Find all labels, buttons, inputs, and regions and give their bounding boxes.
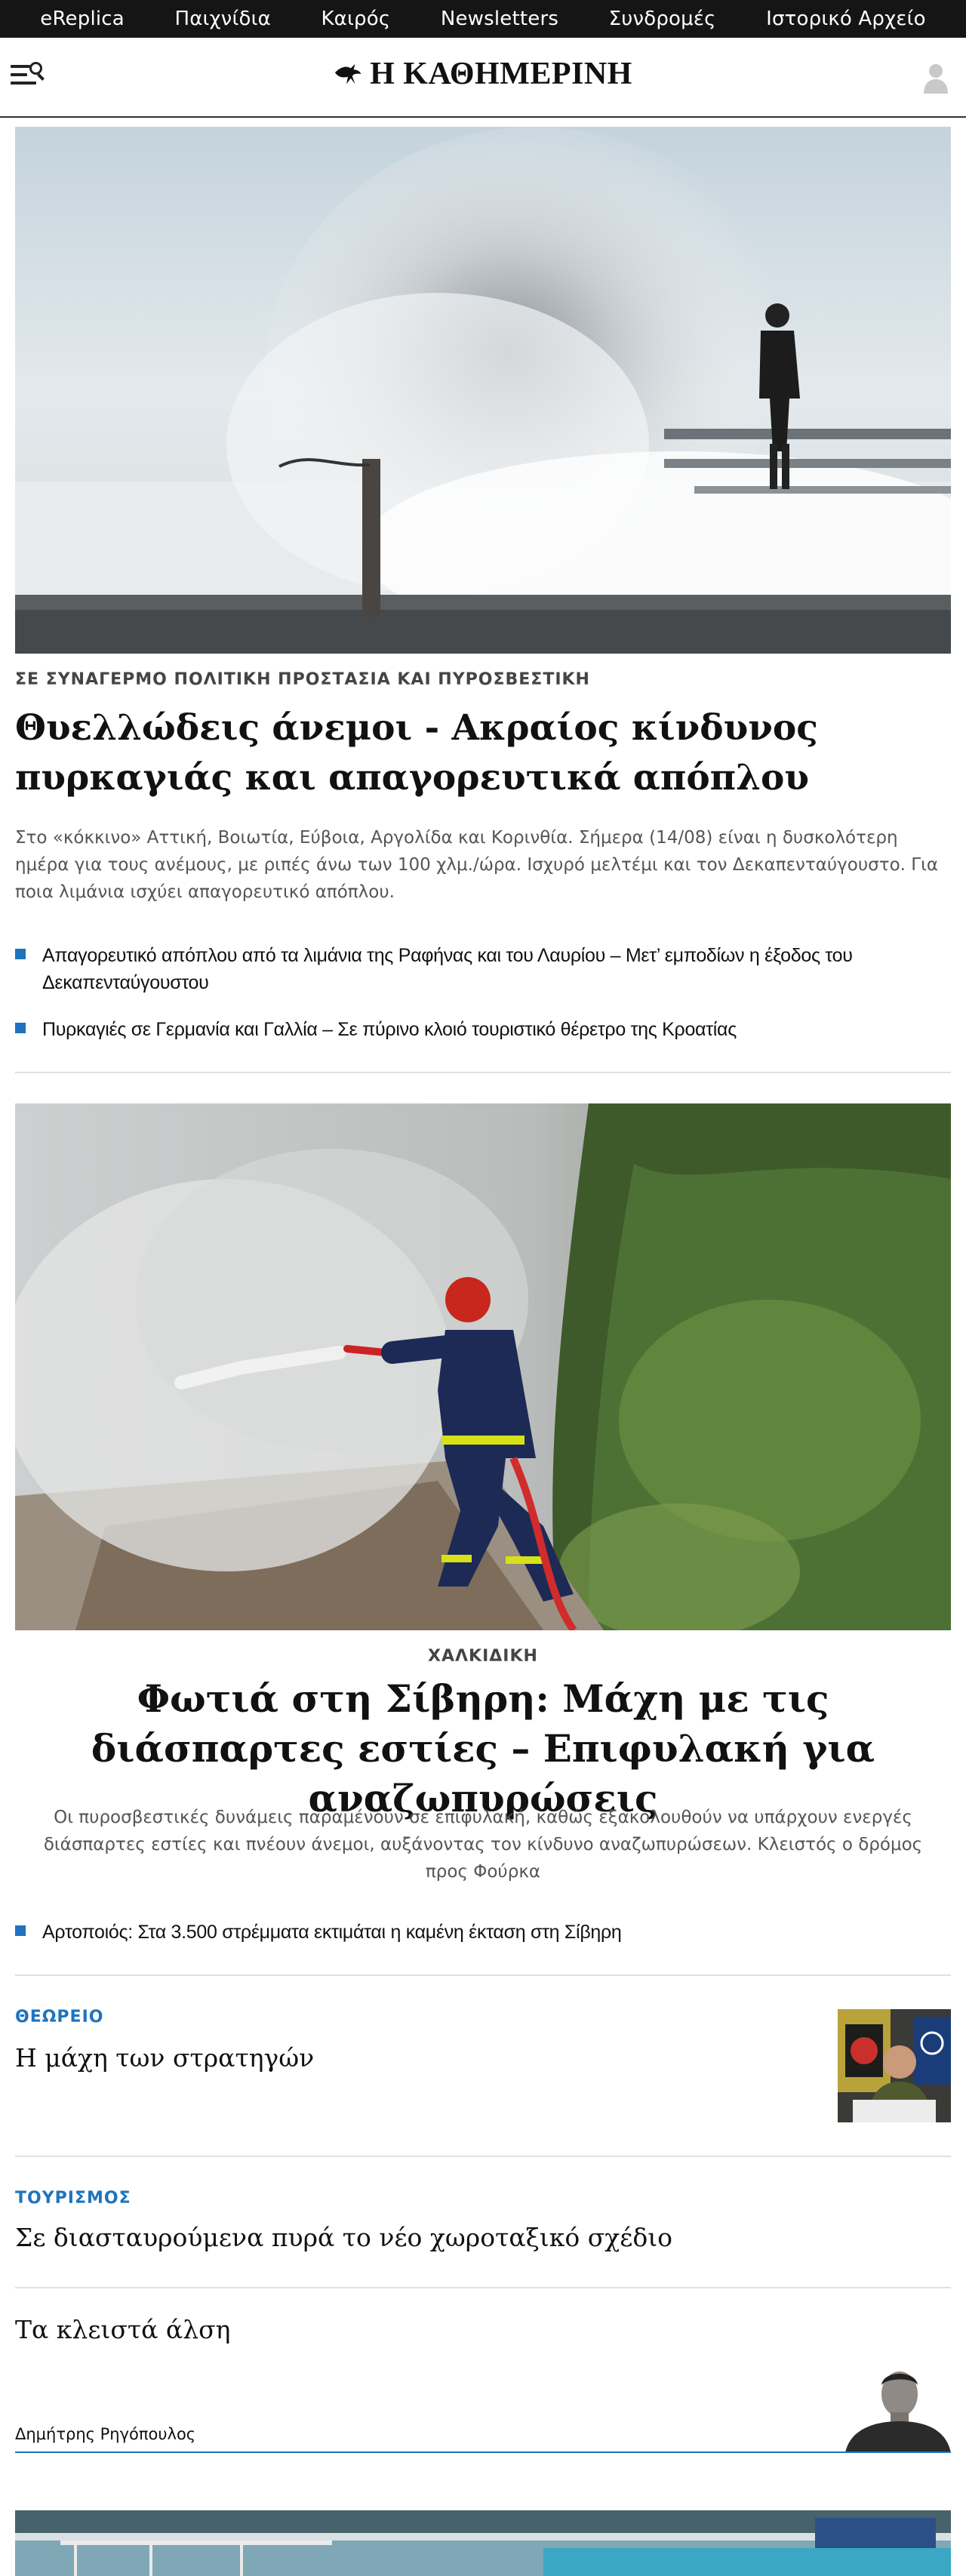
related-link-text[interactable]: Απαγορευτικό απόπλου από τα λιμάνια της Ραφήνας και του Λαυρίου – Μετ’ εμποδίων η έξοδος του Δεκαπενταύγουστου xyxy=(42,945,853,993)
bullet-square-icon xyxy=(15,1925,26,1936)
related-link[interactable] xyxy=(15,1919,951,1946)
card-category[interactable]: ΤΟΥΡΙΣΜΟΣ xyxy=(15,2189,131,2208)
related-link[interactable] xyxy=(15,942,951,996)
topnav-games[interactable]: Παιχνίδια xyxy=(174,8,271,30)
site-header xyxy=(0,38,966,118)
topnav-newsletters[interactable]: Newsletters xyxy=(440,8,559,30)
logo-text: Η ΚΑΘΗΜΕΡΙΝΗ xyxy=(370,57,632,91)
related-link-text[interactable]: Πυρκαγιές σε Γερμανία και Γαλλία – Σε πύρινο κλοιό τουριστικό θέρετρο της Κροατίας xyxy=(42,1019,737,1040)
second-summary: Οι πυροσβεστικές δυνάμεις παραμένουν σε επιφυλακή, καθώς εξακολουθούν να υπάρχουν ενεργές διάσπαρτες εστίες και πνέουν άνεμοι, αυξάνοντας τον κίνδυνο αναζωπυρώσεων. Κλειστός ο δρόμος προς Φούρκα xyxy=(43,1808,923,1882)
card-category[interactable]: ΘΕΩΡΕΙΟ xyxy=(15,2008,104,2027)
lead-kicker: ΣΕ ΣΥΝΑΓΕΡΜΟ ΠΟΛΙΤΙΚΗ ΠΡΟΣΤΑΣΙΑ ΚΑΙ ΠΥΡΟΣΒΕΣΤΙΚΗ xyxy=(15,670,590,689)
user-account-icon[interactable] xyxy=(922,62,949,94)
card-title[interactable]: Η μάχη των στρατηγών xyxy=(15,2043,315,2073)
author-name[interactable]: Δημήτρης Ρηγόπουλος xyxy=(15,2425,196,2443)
next-article-image[interactable] xyxy=(15,2510,951,2576)
bullet-square-icon xyxy=(15,1023,26,1033)
card-title[interactable]: Σε διασταυρούμενα πυρά το νέο χωροταξικό σχέδιο xyxy=(15,2223,673,2252)
bird-emblem-icon xyxy=(334,60,362,88)
card-thumbnail[interactable] xyxy=(838,2009,951,2122)
second-headline[interactable]: Φωτιά στη Σίβηρη: Μάχη με τις διάσπαρτες εστίες – Επιφυλακή για αναζωπυρώσεις xyxy=(91,1676,875,1820)
second-article-image[interactable] xyxy=(15,1103,951,1630)
lead-article-image[interactable] xyxy=(15,127,951,654)
divider xyxy=(15,2287,951,2288)
opinion-title[interactable]: Τα κλειστά άλση xyxy=(15,2315,231,2344)
author-underline xyxy=(15,2451,951,2453)
topnav-subscriptions[interactable]: Συνδρομές xyxy=(608,8,716,30)
related-link-text[interactable]: Αρτοποιός: Στα 3.500 στρέμματα εκτιμάται η καμένη έκταση στη Σίβηρη xyxy=(42,1922,622,1943)
author-photo xyxy=(845,2364,951,2453)
top-navigation xyxy=(0,0,966,38)
site-logo[interactable] xyxy=(0,56,966,92)
divider xyxy=(15,1072,951,1073)
topnav-archive[interactable]: Ιστορικό Αρχείο xyxy=(766,8,926,30)
divider xyxy=(15,2156,951,2157)
related-link[interactable] xyxy=(15,1016,951,1043)
lead-headline[interactable]: Θυελλώδεις άνεμοι - Ακραίος κίνδυνος πυρκαγιάς και απαγορευτικά απόπλου xyxy=(15,707,818,799)
topnav-ereplica[interactable]: eReplica xyxy=(40,8,125,30)
second-kicker: ΧΑΛΚΙΔΙΚΗ xyxy=(428,1647,538,1666)
lead-summary: Στο «κόκκινο» Αττική, Βοιωτία, Εύβοια, Αργολίδα και Κορινθία. Σήμερα (14/08) είναι η δυσκολότερη ημέρα για τους ανέμους, με ριπές άνω των 100 χλμ./ώρα. Ισχυρό μελτέμι και τον Δεκαπενταύγουστο. Για ποια λιμάνια ισχύει απαγορευτικό απόπλου. xyxy=(15,828,939,902)
divider xyxy=(15,1974,951,1976)
bullet-square-icon xyxy=(15,949,26,959)
topnav-weather[interactable]: Καιρός xyxy=(321,8,391,30)
